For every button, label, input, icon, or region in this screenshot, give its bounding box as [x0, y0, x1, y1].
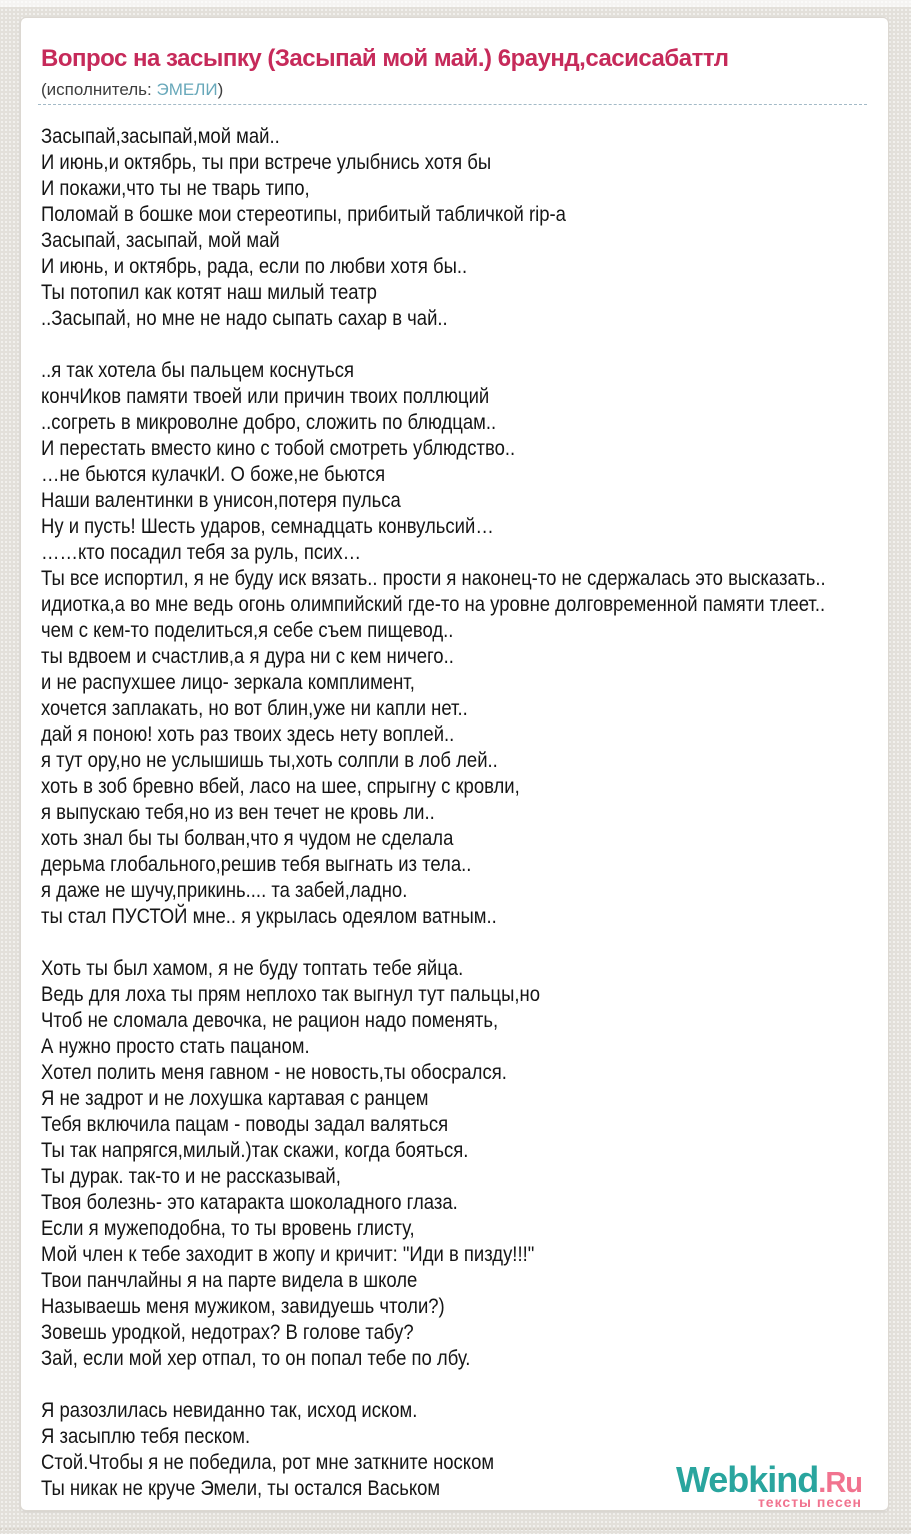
lyric-line: чем с кем-то поделиться,я себе съем пищевод.. — [41, 619, 454, 642]
webkind-logo[interactable] — [675, 1459, 862, 1510]
lyric-line: Стой.Чтобы я не победила, рот мне заткните носком — [41, 1451, 495, 1474]
lyric-line: И покажи,что ты не тварь типо, — [41, 177, 310, 200]
lyric-line: Если я мужеподобна, то ты вровень глисту, — [41, 1217, 415, 1240]
lyric-line: хоть в зоб бревно вбей, ласо на шее, спрыгну с кровли, — [41, 775, 520, 798]
lyric-line: И июнь,и октябрь, ты при встрече улыбнись хотя бы — [41, 151, 492, 174]
lyric-line: ты стал ПУСТОЙ мне.. я укрылась одеялом ватным.. — [41, 905, 497, 928]
lyric-line: ..Засыпай, но мне не надо сыпать сахар в чай.. — [41, 307, 448, 330]
lyric-line: дерьма глобального,решив тебя выгнать из тела.. — [41, 853, 472, 876]
lyric-line: Ты так напрягся,милый.)так скажи, когда бояться. — [41, 1139, 469, 1162]
lyric-line: Я не задрот и не лохушка картавая с ранцем — [41, 1087, 429, 1110]
lyrics-card — [20, 17, 889, 1511]
lyric-line: ……кто посадил тебя за руль, псих… — [41, 541, 362, 564]
lyric-line: Зовешь уродкой, недотрах? В голове табу? — [41, 1321, 414, 1344]
lyric-line: А нужно просто стать пацаном. — [41, 1035, 310, 1058]
lyric-line: Тебя включила пацам - поводы задал валяться — [41, 1113, 449, 1136]
lyric-line: Ты никак не круче Эмели, ты остался Васьком — [41, 1477, 441, 1500]
lyric-line: Я засыплю тебя песком. — [41, 1425, 251, 1448]
lyric-line: я даже не шучу,прикинь.... та забей,ладно. — [41, 879, 408, 902]
lyric-line: идиотка,а во мне ведь огонь олимпийский где-то на уровне долговременной памяти тлеет.. — [41, 593, 826, 616]
lyric-line: Ты все испортил, я не буду иск вязать.. прости я наконец-то не сдержалась это высказать.. — [41, 567, 826, 590]
lyric-line: дай я поною! хоть раз твоих здесь нету воплей.. — [41, 723, 455, 746]
lyric-line — [41, 1372, 889, 1398]
webkind-tagline: тексты песен — [757, 1494, 862, 1510]
webkind-logo-main: Webkind — [675, 1459, 819, 1500]
artist-label: (исполнитель: — [41, 80, 157, 99]
lyric-line: Ведь для лоха ты прям неплохо так выгнул тут пальцы,но — [41, 983, 541, 1006]
lyric-line: Ну и пусть! Шесть ударов, семнадцать конвульсий… — [41, 515, 494, 538]
webkind-logo-wordmark — [675, 1459, 862, 1500]
page-bottom-dotted-line — [0, 1528, 911, 1530]
lyric-line: Наши валентинки в унисон,потеря пульса — [41, 489, 401, 512]
lyric-line — [41, 930, 889, 956]
lyric-line: Твои панчлайны я на парте видела в школе — [41, 1269, 418, 1292]
lyric-line: и не распухшее лицо- зеркала комплимент, — [41, 671, 415, 694]
lyric-line: Хоть ты был хамом, я не буду топтать тебе яйца. — [41, 957, 464, 980]
lyric-line: хочется заплакать, но вот блин,уже ни капли нет.. — [41, 697, 468, 720]
artist-label-close: ) — [217, 80, 224, 99]
lyric-line: Чтоб не сломала девочка, не рацион надо поменять, — [41, 1009, 499, 1032]
lyric-line: кончИков памяти твоей или причин твоих поллюций — [41, 385, 490, 408]
lyric-line: ..я так хотела бы пальцем коснуться — [41, 359, 354, 382]
lyric-line: И июнь, и октябрь, рада, если по любви хотя бы.. — [41, 255, 468, 278]
lyrics-text — [41, 124, 889, 1502]
lyric-line: Я разозлилась невиданно так, исход иском. — [41, 1399, 418, 1422]
artist-link[interactable]: ЭМЕЛИ — [156, 80, 218, 99]
lyric-line: хоть знал бы ты болван,что я чудом не сделала — [41, 827, 454, 850]
page-top-highlight — [0, 0, 911, 7]
lyric-line: Твоя болезнь- это катаракта шоколадного глаза. — [41, 1191, 458, 1214]
lyric-line — [41, 332, 889, 358]
lyric-line: Поломай в бошке мои стереотипы, прибитый табличкой rip-а — [41, 203, 566, 226]
lyric-line: я тут ору,но не услышишь ты,хоть солпли в лоб лей.. — [41, 749, 498, 772]
lyric-line: …не бьются кулачкИ. О боже,не бьются — [41, 463, 386, 486]
lyric-line: Мой член к тебе заходит в жопу и кричит: "Иди в пизду!!!" — [41, 1243, 535, 1266]
page-title: Вопрос на засыпку (Засыпай мой май.) 6раунд,сасисабаттл — [41, 45, 729, 72]
lyric-line: И перестать вместо кино с тобой смотреть ублюдство.. — [41, 437, 516, 460]
webkind-logo-ru: .Ru — [818, 1467, 862, 1499]
artist-line — [41, 80, 868, 100]
lyric-line: я выпускаю тебя,но из вен течет не кровь ли.. — [41, 801, 435, 824]
lyric-line: Хотел полить меня гавном - не новость,ты обосрался. — [41, 1061, 507, 1084]
lyric-line: Засыпай, засыпай, мой май — [41, 229, 280, 252]
lyric-line: Ты потопил как котят наш милый театр — [41, 281, 377, 304]
lyric-line: Засыпай,засыпай,мой май.. — [41, 125, 280, 148]
lyric-line: Называешь меня мужиком, завидуешь чтоли?) — [41, 1295, 445, 1318]
lyric-line: Ты дурак. так-то и не рассказывай, — [41, 1165, 341, 1188]
lyric-line: ты вдвоем и счастлив,а я дура ни с кем ничего.. — [41, 645, 454, 668]
dashed-separator — [38, 104, 867, 105]
lyric-line: ..согреть в микроволне добро, сложить по блюдцам.. — [41, 411, 497, 434]
lyric-line: Зай, если мой хер отпал, то он попал тебе по лбу. — [41, 1347, 471, 1370]
